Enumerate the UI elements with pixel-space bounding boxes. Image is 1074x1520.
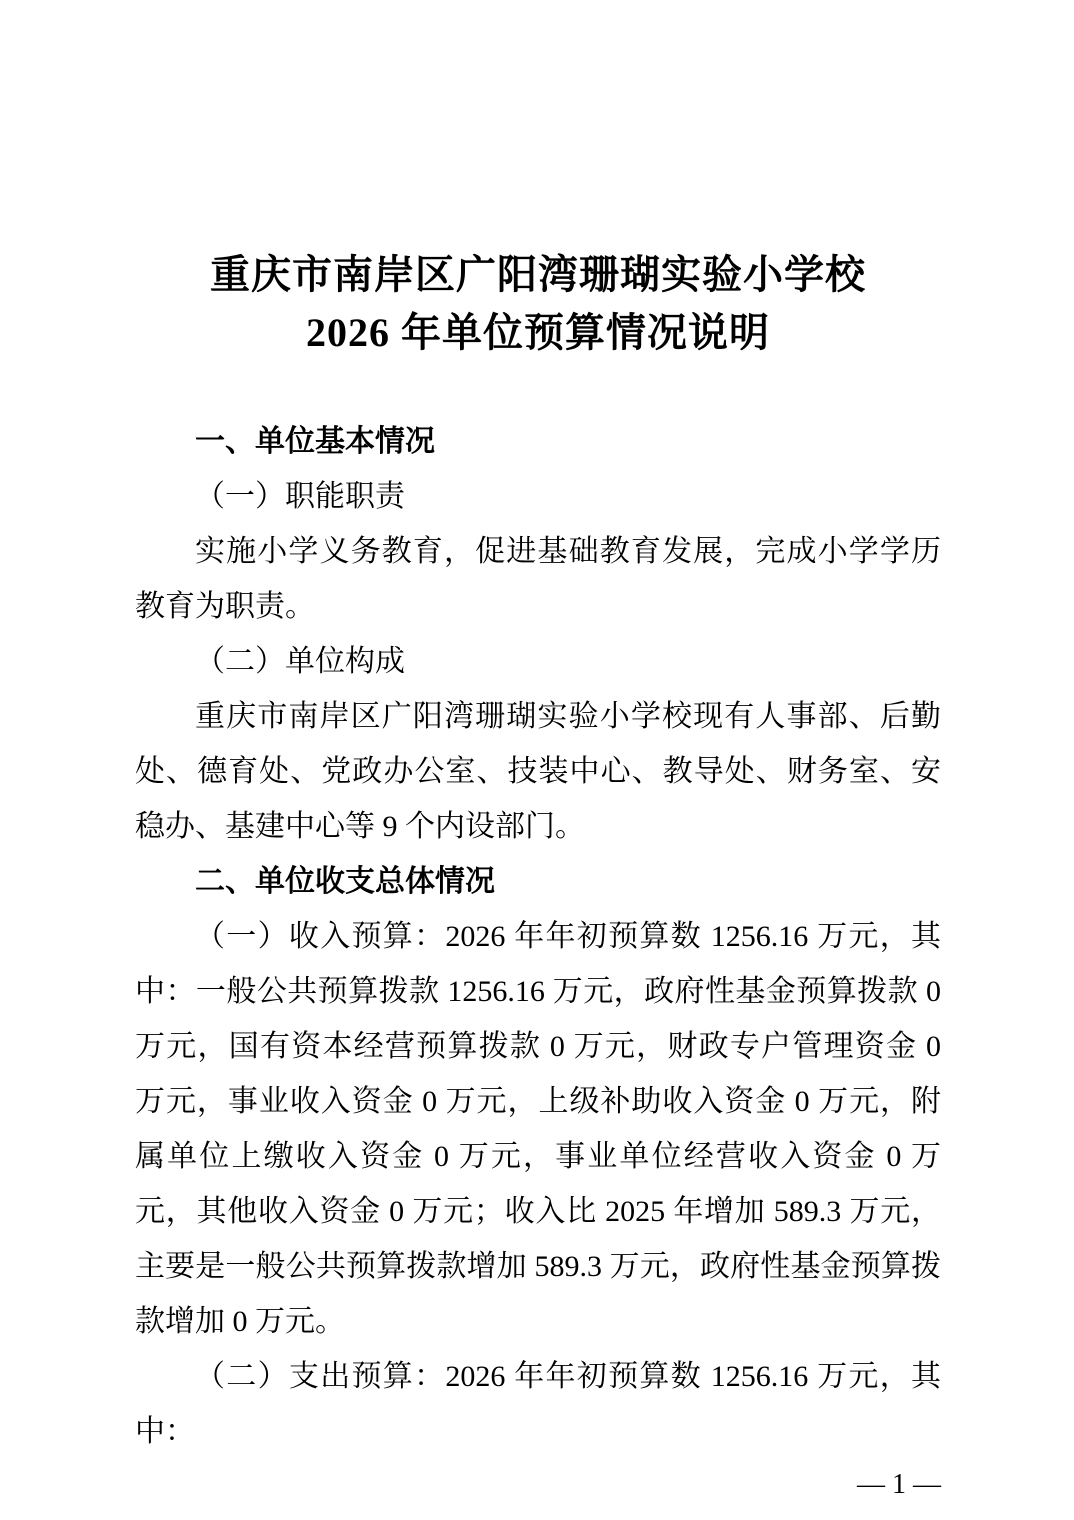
page-number: — 1 — xyxy=(857,1469,941,1500)
subsection-1-1-heading: （一）职能职责 xyxy=(195,480,405,513)
document-content xyxy=(135,0,941,1501)
document-title-line-2: 2026 年单位预算情况说明 xyxy=(306,310,770,355)
section-2-heading: 二、单位收支总体情况 xyxy=(195,865,495,898)
document-body xyxy=(135,414,941,1501)
subsection-1-2-heading: （二）单位构成 xyxy=(195,645,405,678)
section-1-heading: 一、单位基本情况 xyxy=(195,425,435,458)
document-title xyxy=(135,246,941,362)
paragraph-unit-composition: 重庆市南岸区广阳湾珊瑚实验小学校现有人事部、后勤处、德育处、党政办公室、技装中心、教导处、财务室、安稳办、基建中心等 9 个内设部门。 xyxy=(135,700,941,843)
paragraph-expenditure-budget: （二）支出预算：2026 年年初预算数 1256.16 万元，其中： xyxy=(135,1360,941,1448)
paragraph-income-budget: （一）收入预算：2026 年年初预算数 1256.16 万元，其中：一般公共预算拨款 1256.16 万元，政府性基金预算拨款 0 万元，国有资本经营预算拨款 0 万元，财政专户管理资金 0 万元，事业收入资金 0 万元，上级补助收入资金 0 万元，附属单位上缴收入资金 0 万元，事业单位经营收入资金 0 万元，其他收入资金 0 万元；收入比 2025 年增加 589.3 万元，主要是一般公共预算拨款增加 589.3 万元，政府性基金预算拨款增加 0 万元。 xyxy=(135,920,941,1338)
document-title-line-1: 重庆市南岸区广阳湾珊瑚实验小学校 xyxy=(210,252,866,297)
paragraph-functions-duties: 实施小学义务教育，促进基础教育发展，完成小学学历教育为职责。 xyxy=(135,535,941,623)
